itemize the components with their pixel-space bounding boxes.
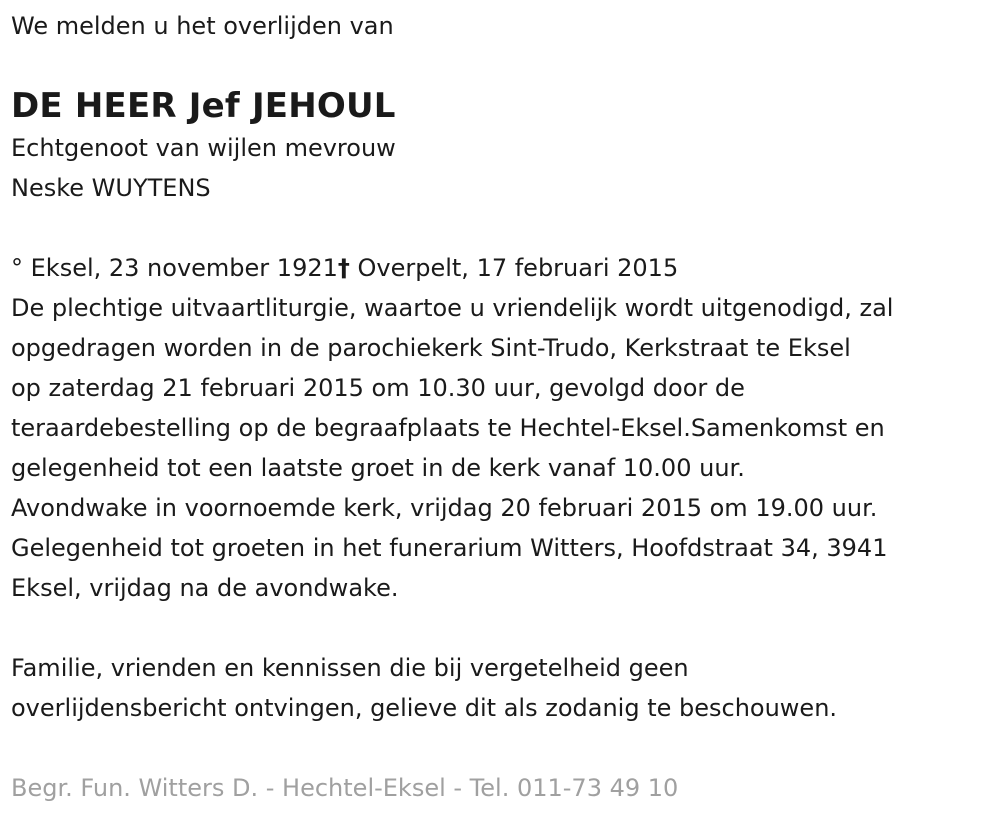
- closing-line: Familie, vrienden en kennissen die bij vergetelheid geen: [11, 654, 689, 682]
- closing-paragraph: [11, 648, 991, 728]
- death-notice: [11, 6, 991, 808]
- body-line: De plechtige uitvaartliturgie, waartoe u vriendelijk wordt uitgenodigd, zal: [11, 294, 894, 322]
- body-line: teraardebestelling op de begraafplaats te Hechtel-Eksel.Samenkomst en: [11, 414, 885, 442]
- body-line: op zaterdag 21 februari 2015 om 10.30 uur, gevolgd door de: [11, 374, 745, 402]
- death-info: Overpelt, 17 februari 2015: [349, 254, 679, 282]
- cross-icon: †: [337, 254, 350, 282]
- deceased-name: DE HEER Jef JEHOUL: [11, 86, 396, 126]
- spouse-line-2: Neske WUYTENS: [11, 174, 211, 202]
- funeral-details: [11, 288, 991, 608]
- body-line: gelegenheid tot een laatste groet in de kerk vanaf 10.00 uur.: [11, 454, 745, 482]
- funeral-home-footer: Begr. Fun. Witters D. - Hechtel-Eksel - Tel. 011-73 49 10: [11, 774, 679, 802]
- body-line: Eksel, vrijdag na de avondwake.: [11, 574, 399, 602]
- body-line: Gelegenheid tot groeten in het funerarium Witters, Hoofdstraat 34, 3941: [11, 534, 888, 562]
- body-line: Avondwake in voornoemde kerk, vrijdag 20 februari 2015 om 19.00 uur.: [11, 494, 878, 522]
- birth-info: ° Eksel, 23 november 1921: [11, 254, 338, 282]
- closing-line: overlijdensbericht ontvingen, gelieve dit als zodanig te beschouwen.: [11, 694, 838, 722]
- intro-text: We melden u het overlijden van: [11, 12, 394, 40]
- life-dates: [11, 248, 991, 288]
- spouse-line-1: Echtgenoot van wijlen mevrouw: [11, 134, 396, 162]
- body-line: opgedragen worden in de parochiekerk Sint-Trudo, Kerkstraat te Eksel: [11, 334, 851, 362]
